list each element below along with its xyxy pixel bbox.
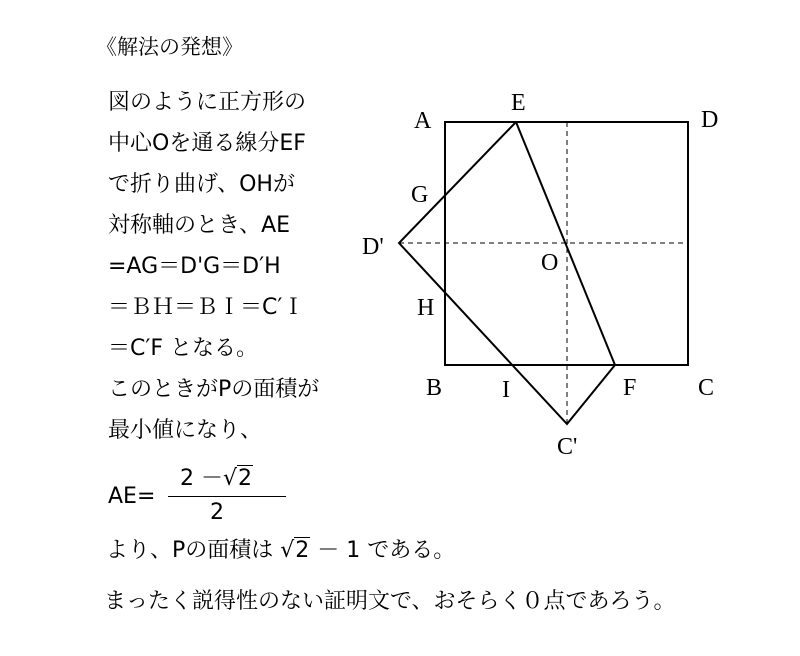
label-b: B	[426, 375, 443, 401]
label-a: A	[414, 108, 432, 134]
section-heading: 《解法の発想》	[96, 35, 243, 59]
label-c: C	[698, 375, 715, 401]
label-d: D	[701, 107, 719, 133]
label-i: I	[502, 377, 510, 403]
label-e: E	[511, 90, 526, 116]
text-line-3: で折り曲げ、OHが	[108, 172, 295, 197]
text-line-1: 図のように正方形の	[108, 90, 307, 115]
numerator-radicand: 2	[238, 466, 253, 491]
comment-line: まったく説得性のない証明文で、おそらく０点であろう。	[104, 589, 676, 614]
text-line-2: 中心Oを通る線分EF	[108, 131, 306, 156]
conclusion-radicand: 2	[295, 538, 310, 563]
label-f: F	[623, 375, 637, 401]
text-line-4: 対称軸のとき、AE	[108, 213, 291, 238]
text-line-6: ＝ＢＨ＝ＢＩ＝C′Ｉ	[108, 295, 305, 320]
text-line-7: ＝C′F となる。	[108, 336, 259, 361]
label-o: O	[541, 250, 559, 276]
text-line-8: このときがPの面積が	[108, 377, 320, 402]
text-line-5: =AG＝D'G＝D′H	[108, 254, 281, 279]
label-d-prime: D'	[362, 234, 384, 260]
conclusion-prefix: より、Pの面積は	[106, 538, 281, 563]
text-line-9: 最小値になり、	[108, 418, 263, 443]
label-c-prime: C'	[557, 434, 578, 460]
sqrt-symbol: √2	[223, 466, 253, 491]
label-h: H	[417, 295, 435, 321]
label-g: G	[411, 182, 429, 208]
conclusion-suffix: － 1 である。	[310, 538, 456, 563]
numerator-prefix: 2 －	[180, 466, 223, 491]
formula-denominator: 2	[210, 500, 224, 525]
sqrt-symbol: √2	[280, 538, 310, 563]
formula-lhs: AE=	[108, 484, 156, 509]
